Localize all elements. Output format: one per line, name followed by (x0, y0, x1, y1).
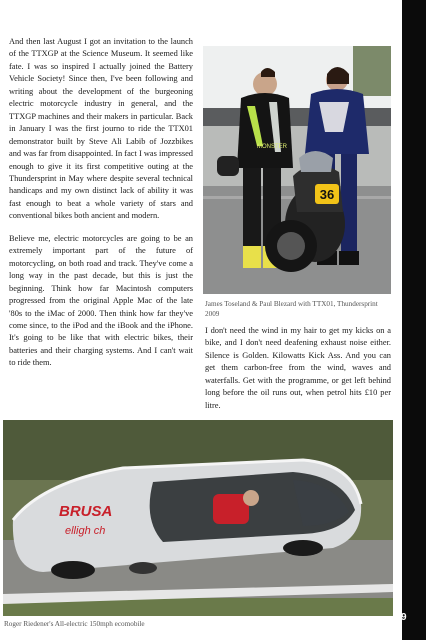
paragraph: I don't need the wind in my hair to get my kicks on a bike, and I don't need deafening exhaust noise either. Silence is Golden. Kilowatts Kick Ass. And you can get them carbon-free from the wind, waves and waterfalls. Get with the programme, or get left behind long before the oil runs out, when petrol hits £10 per litre. (205, 326, 391, 410)
left-text-column (9, 36, 193, 380)
right-text-column (205, 325, 391, 412)
photo-riders-with-bike (203, 46, 391, 294)
brand-text: BRUSA (59, 503, 113, 520)
page-sidebar (402, 0, 426, 640)
leathers-logo-text: MONSTER (257, 144, 287, 150)
sponsor-text: elligh ch (65, 525, 106, 537)
photo-caption: Roger Riedener's All-electric 150mph ecomobile (4, 620, 145, 628)
photo-caption: James Toseland & Paul Blezard with TTX01, Thundersprint 2009 (205, 300, 378, 318)
race-number: 36 (319, 187, 335, 202)
paragraph: Believe me, electric motorcycles are going to be an extremely important part of the future of motorcycling, on both road and track. They've come a long way in the past decade, but this is just the beginning. Think how far Macintosh computers progressed from the original Apple Mac of the late '80s to the iMac of 2000. Then think how far they've come since, to the iPod and the iBook and the iPhone. It's going to be like that with electric bikes, their batteries and their charging systems. And I can't wait to ride them. (9, 233, 193, 368)
page-number: 9 (401, 612, 407, 623)
paragraph: And then last August I got an invitation to the launch of the TTXGP at the Science Museum. It seemed like fate. I was so inspired I actually joined the Battery Vehicle Society! Since then, I've been following and writing about the development of the burgeoning electric motorcycle industry in general, and the TTXGP machines and their makers in particular. Back in January I was the first journo to ride the TTX01 demonstrator built by Steve Ali Labib of Jozzbikes and was far from disappointed. In fact I was impressed enough to give it its first competitive outing at the Thundersprint in May where despite several technical handicaps and my own distinct lack of ability it was fast enough to beat a whole variety of stars and conventional bikes both ancient and modern. (9, 37, 193, 221)
photo-ecomobile (3, 420, 393, 616)
